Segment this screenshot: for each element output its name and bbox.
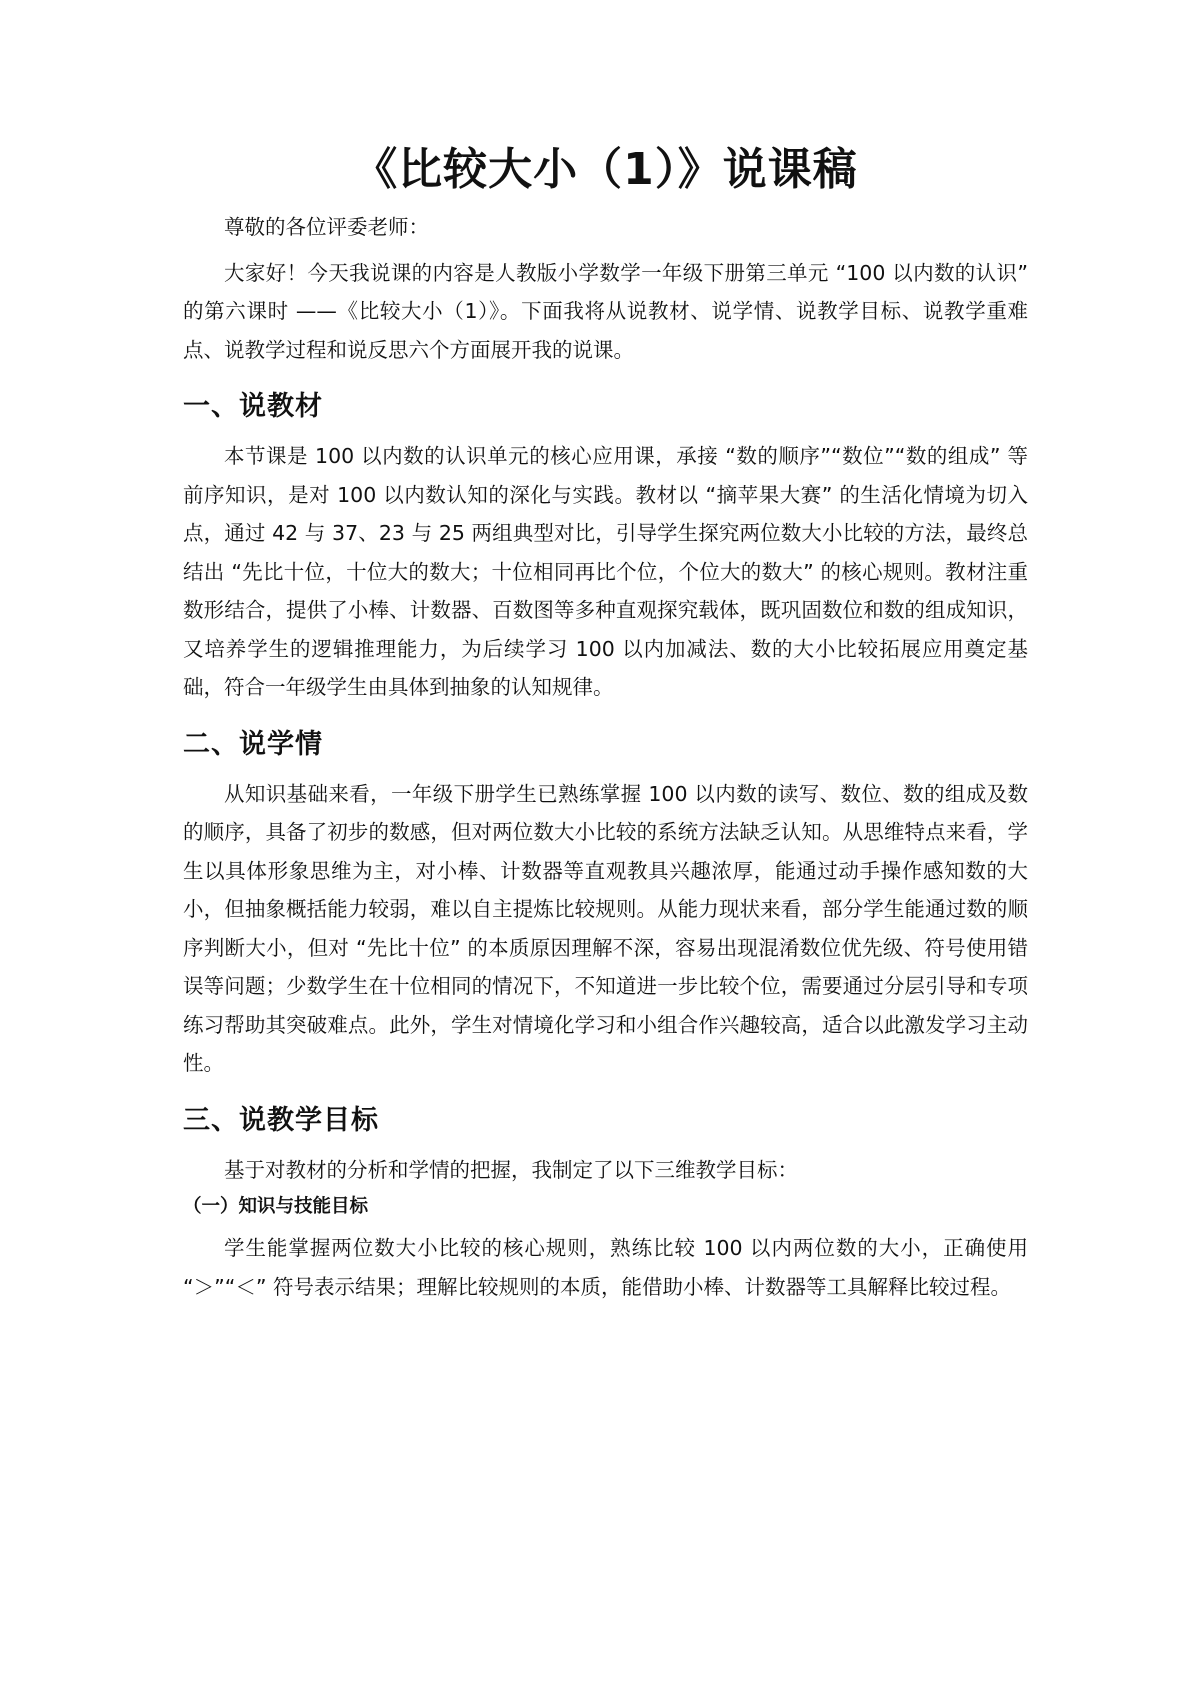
subsection-heading: （一）知识与技能目标 — [183, 1196, 369, 1217]
document-title: 《比较大小（1）》说课稿 — [353, 144, 858, 195]
greeting-paragraph: 尊敬的各位评委老师： — [224, 215, 429, 239]
section-paragraph: 从知识基础来看，一年级下册学生已熟练掌握 100 以内数的读写、数位、数的组成及数的顺序，具备了初步的数感，但对两位数大小比较的系统方法缺乏认知。从思维特点来看，学生以具体形象思维为主，对小棒、计数器等直观教具兴趣浓厚，能通过动手操作感知数的大小，但抽象概括能力较弱，难以自主提炼比较规则。从能力现状来看，部分学生能通过数的顺序判断大小，但对 “先比十位” 的本质原因理解不深，容易出现混淆数位优先级、符号使用错误等问题；少数学生在十位相同的情况下，不知道进一步比较个位，需要通过分层引导和专项练习帮助其突破难点。此外，学生对情境化学习和小组合作兴趣较高，适合以此激发学习主动性。 — [183, 781, 1028, 1075]
subsection-paragraph: 学生能掌握两位数大小比较的核心规则，熟练比较 100 以内两位数的大小，正确使用 “＞”“＜” 符号表示结果；理解比较规则的本质，能借助小棒、计数器等工具解释比较过程。 — [183, 1236, 1028, 1299]
section-textbook — [183, 387, 1028, 707]
section-heading: 三、说教学目标 — [183, 1104, 379, 1136]
section-paragraph: 基于对教材的分析和学情的把握，我制定了以下三维教学目标： — [224, 1157, 798, 1182]
section-student-analysis — [183, 725, 1028, 1083]
section-heading: 一、说教材 — [183, 391, 323, 422]
section-teaching-goals — [183, 1101, 1028, 1307]
document-page — [183, 140, 1028, 1307]
intro-paragraph: 大家好！今天我说课的内容是人教版小学数学一年级下册第三单元 “100 以内数的认识” 的第六课时 ——《比较大小（1）》。下面我将从说教材、说学情、说教学目标、说教学重难点、说教学过程和说反思六个方面展开我的说课。 — [183, 260, 1028, 362]
section-paragraph: 本节课是 100 以内数的认识单元的核心应用课，承接 “数的顺序”“数位”“数的组成” 等前序知识，是对 100 以内数认知的深化与实践。教材以 “摘苹果大赛” 的生活化情境为切入点，通过 42 与 37、23 与 25 两组典型对比，引导学生探究两位数大小比较的方法，最终总结出 “先比十位，十位大的数大；十位相同再比个位，个位大的数大” 的核心规则。教材注重数形结合，提供了小棒、计数器、百数图等多种直观探究载体，既巩固数位和数的组成知识，又培养学生的逻辑推理能力，为后续学习 100 以内加减法、数的大小比较拓展应用奠定基础，符合一年级学生由具体到抽象的认知规律。 — [183, 444, 1028, 699]
section-heading: 二、说学情 — [183, 728, 323, 760]
